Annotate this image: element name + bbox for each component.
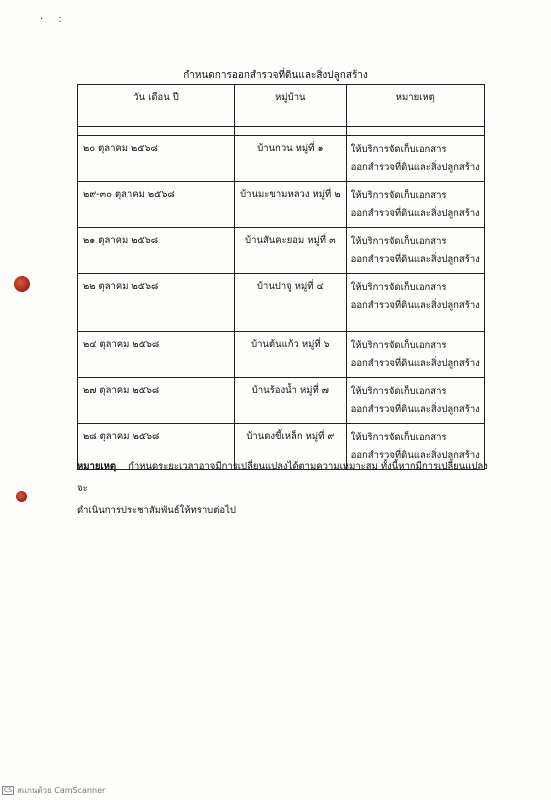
header-note: หมายเหตุ (346, 85, 484, 127)
row-date: ๒๙-๓๐ ตุลาคม ๒๕๖๘ (78, 182, 235, 228)
remark-paragraph (77, 456, 497, 522)
row-note-line2: ออกสำรวจที่ดินและสิ่งปลูกสร้าง (350, 162, 480, 173)
header-date: วัน เดือน ปี (78, 85, 235, 127)
row-village: บ้านปาจู หมู่ที่ ๔ (235, 274, 347, 332)
row-note-line1: ให้บริการจัดเก็บเอกสาร (350, 386, 447, 397)
scanner-footer-text: สแกนด้วย CamScanner (17, 786, 106, 795)
row-note-line2: ออกสำรวจที่ดินและสิ่งปลูกสร้าง (350, 254, 480, 265)
remark-text-line2: ดำเนินการประชาสัมพันธ์ให้ทราบต่อไป (77, 505, 236, 516)
row-date: ๒๒ ตุลาคม ๒๕๖๘ (78, 274, 235, 332)
row-note-line1: ให้บริการจัดเก็บเอกสาร (350, 144, 447, 155)
camscanner-logo-icon: CS (4, 787, 12, 794)
row-note (346, 274, 484, 332)
row-note-line2: ออกสำรวจที่ดินและสิ่งปลูกสร้าง (350, 450, 480, 461)
row-note (346, 378, 484, 424)
punch-hole-lower (16, 491, 27, 502)
row-village: บ้านต้นแก้ว หมู่ที่ ๖ (235, 332, 347, 378)
row-note-line2: ออกสำรวจที่ดินและสิ่งปลูกสร้าง (350, 404, 480, 415)
table-header-row (78, 85, 485, 127)
row-village: บ้านสันคะยอม หมู่ที่ ๓ (235, 228, 347, 274)
row-date: ๒๑ ตุลาคม ๒๕๖๘ (78, 228, 235, 274)
table-gap-row (78, 127, 485, 136)
row-note-line1: ให้บริการจัดเก็บเอกสาร (350, 190, 447, 201)
row-note-line2: ออกสำรวจที่ดินและสิ่งปลูกสร้าง (350, 300, 480, 311)
remark-first-line (77, 456, 497, 500)
table-row (78, 274, 485, 332)
row-note-line1: ให้บริการจัดเก็บเอกสาร (350, 282, 447, 293)
table-row (78, 136, 485, 182)
row-village: บ้านร้องน้ำ หมู่ที่ ๗ (235, 378, 347, 424)
row-note (346, 136, 484, 182)
table-row (78, 182, 485, 228)
row-note-line1: ให้บริการจัดเก็บเอกสาร (350, 432, 447, 443)
remark-text-line1: กำหนดระยะเวลาอาจมีการเปลี่ยนแปลงได้ตามความเหมาะสม ทั้งนี้หากมีการเปลี่ยนแปลงจะ (77, 461, 488, 494)
table-row (78, 378, 485, 424)
row-village: บ้านกวน หมู่ที่ ๑ (235, 136, 347, 182)
remark-label: หมายเหตุ (77, 461, 117, 472)
top-marks: · : (40, 14, 68, 25)
row-date: ๒๔ ตุลาคม ๒๕๖๘ (78, 332, 235, 378)
row-note (346, 228, 484, 274)
row-note (346, 332, 484, 378)
row-village: บ้านมะขามหลวง หมู่ที่ ๒ (235, 182, 347, 228)
row-note-line1: ให้บริการจัดเก็บเอกสาร (350, 340, 447, 351)
row-note (346, 182, 484, 228)
row-date: ๒๘ ตุลาคม ๒๕๖๘ (78, 424, 235, 470)
page-title: กำหนดการออกสำรวจที่ดินและสิ่งปลูกสร้าง (183, 70, 368, 81)
row-date: ๒๗ ตุลาคม ๒๕๖๘ (78, 378, 235, 424)
row-note-line2: ออกสำรวจที่ดินและสิ่งปลูกสร้าง (350, 208, 480, 219)
header-village: หมู่บ้าน (235, 85, 347, 127)
punch-hole-upper (14, 276, 30, 292)
schedule-table (77, 84, 485, 470)
row-note-line2: ออกสำรวจที่ดินและสิ่งปลูกสร้าง (350, 358, 480, 369)
row-note-line1: ให้บริการจัดเก็บเอกสาร (350, 236, 447, 247)
row-village: บ้านดงขี้เหล็ก หมู่ที่ ๙ (235, 424, 347, 470)
row-date: ๒๐ ตุลาคม ๒๕๖๘ (78, 136, 235, 182)
table-row (78, 228, 485, 274)
scanner-footer (2, 784, 105, 797)
table-row (78, 332, 485, 378)
